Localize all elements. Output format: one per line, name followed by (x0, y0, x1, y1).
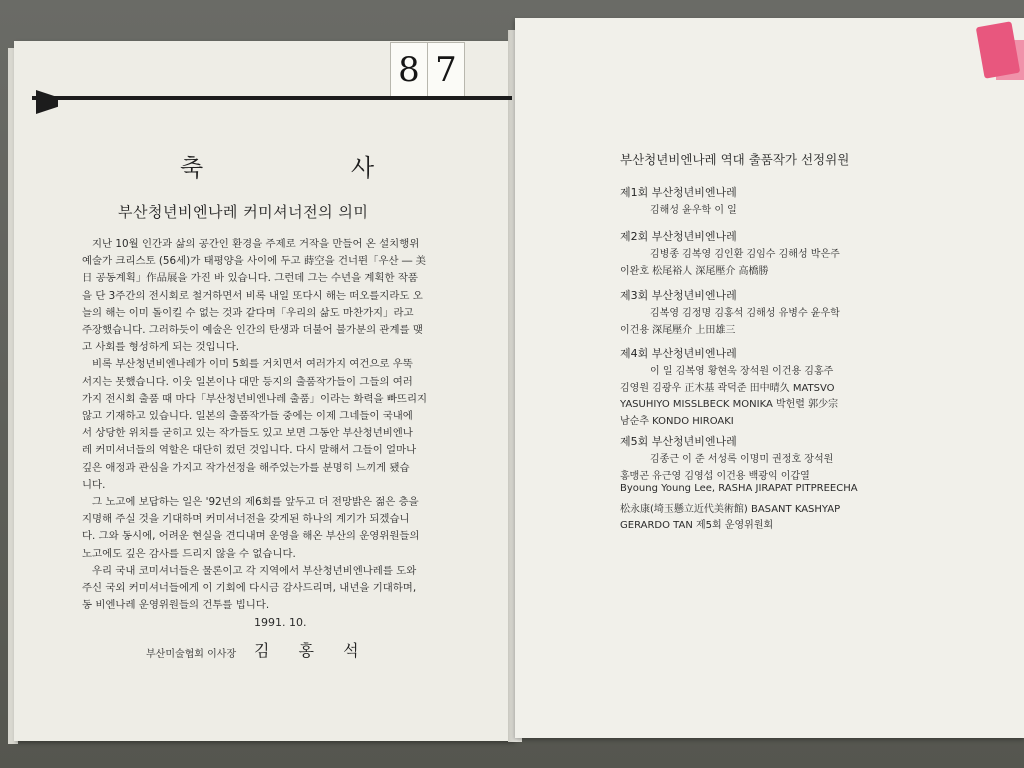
body-text-line: 고 사회를 형성하게 되는 것입니다. (82, 341, 240, 354)
body-text-line: 늘의 해는 이미 돌이킬 수 없는 것과 같다며「우리의 삶도 마찬가지」라고 (82, 306, 414, 319)
committee-member-line: 松永康(埼玉懸立近代美術館) BASANT KASHYAP (620, 503, 841, 515)
body-text-line: 예술가 크리스토 (56세)가 태평양을 사이에 두고 蒔空을 건너뛴「우산 ― 美 (82, 255, 426, 268)
body-text-line: 않고 기재하고 있습니다. 일본의 출품작가들 중에는 이제 그네들이 국내에 (82, 410, 413, 422)
body-text-line: 니다. (82, 478, 106, 491)
body-text-line: 서 상당한 위치를 굳히고 있는 작가들도 있고 보면 그동안 부산청년비엔나 (82, 427, 413, 440)
committee-member-line: 김복영 김정명 김홍석 김해성 유병수 윤우학 (650, 308, 840, 319)
round-heading: 제3회 부산청년비엔나레 (620, 289, 737, 302)
committee-member-line: YASUHIYO MISSLBECK MONIKA 박헌렬 郭少宗 (620, 399, 839, 410)
body-text-line: 그 노고에 보답하는 일은 '92년의 제6회를 앞두고 더 전망밝은 젊은 층을 (92, 496, 419, 508)
header-rule (32, 96, 512, 100)
right-page-title: 부산청년비엔나레 역대 출품작가 선정위원 (620, 152, 850, 167)
body-text-line: 주장했습니다. 그러하듯이 예술은 인간의 탄생과 더불어 불가분의 관계를 맺 (82, 324, 423, 336)
round-heading: 제1회 부산청년비엔나레 (620, 186, 737, 199)
body-text-line: 레 커미셔너들의 역할은 대단히 컸던 것입니다. 다시 말해서 그들이 얼마나 (82, 444, 417, 457)
round-heading: 제4회 부산청년비엔나레 (620, 347, 737, 360)
committee-member-line: 이완호 松尾裕人 深尾壓介 高橋勝 (620, 265, 769, 277)
signature-name: 김 홍 석 (254, 641, 371, 660)
left-page-number: 8 (390, 42, 428, 98)
round-heading: 제5회 부산청년비엔나레 (620, 435, 737, 448)
committee-member-line: 김해성 윤우학 이 일 (650, 205, 737, 216)
body-text-line: 가지 전시회 출품 때 마다「부산청년비엔나레 출품」이라는 화력을 빠뜨리지 (82, 392, 428, 405)
committee-member-line: 이건용 深尾壓介 上田雄三 (620, 324, 736, 336)
body-text-line: 주신 국외 커미셔너들에게 이 기회에 다시금 감사드리며, 내년을 기대하며, (82, 582, 417, 594)
body-text-line: 깊은 애정과 관심을 가지고 작가선정을 해주었는가를 분명히 느끼게 됐습 (82, 461, 410, 474)
body-text-line: 을 단 3주간의 전시회로 철거하면서 비록 내일 또다시 해는 떠오를지라도 오 (82, 289, 423, 302)
committee-member-line: 남순추 KONDO HIROAKI (620, 415, 734, 427)
body-text-line: 노고에도 깊은 감사를 드리지 않을 수 없습니다. (82, 547, 296, 560)
committee-member-line: 홍맹곤 유근영 김영섭 이건용 백광익 이갑열 (620, 470, 810, 482)
left-page-title: 축 사 (180, 154, 444, 182)
committee-member-line: 김영원 김광우 正木基 곽덕준 田中晴久 MATSVO (620, 382, 835, 394)
body-text-line: 지명해 주실 것을 기대하며 커미셔너전을 갖게된 하나의 계기가 되겠습니 (82, 513, 410, 526)
body-text-line: 다. 그와 동시에, 어려운 현실을 견디내며 운영을 해온 부산의 운영위원들의 (82, 530, 420, 543)
signature-organization: 부산미술협회 이사장 (146, 649, 237, 660)
body-text-line: 서지는 못했습니다. 이웃 일본이나 대만 등지의 출품작가들이 그들의 여러 (82, 375, 413, 388)
committee-member-line: 김병종 김복영 김인환 김임수 김해성 박은주 (650, 249, 840, 260)
committee-member-line: 이 일 김복영 황현욱 장석원 이건용 김홍주 (650, 366, 834, 377)
right-page-number: 7 (427, 42, 465, 98)
body-text-line: 비록 부산청년비엔나레가 이미 5회를 거치면서 여러가지 여건으로 우뚝 (92, 358, 413, 371)
body-text-line: 지난 10월 인간과 삶의 공간인 환경을 주제로 거작을 만들어 온 설치행위 (92, 238, 420, 250)
committee-member-line: 김종근 이 준 서성록 이명미 권정호 장석원 (650, 454, 834, 465)
body-text-line: 日 공동계획」作品展을 가진 바 있습니다. 그런데 그는 수년을 계획한 작품 (82, 272, 418, 285)
committee-member-line: Byoung Young Lee, RASHA JIRAPAT PITPREECHA (620, 483, 858, 494)
committee-member-line: GERARDO TAN 제5회 운영위원회 (620, 520, 774, 531)
body-text-line: 우리 국내 코미셔너들은 물론이고 각 지역에서 부산청년비엔나레를 도와 (92, 564, 417, 577)
round-heading: 제2회 부산청년비엔나레 (620, 230, 737, 243)
left-page-subtitle: 부산청년비엔나레 커미셔너전의 의미 (118, 203, 369, 221)
letter-date: 1991. 10. (254, 616, 307, 629)
body-text-line: 동 비엔나레 운영위원들의 건투를 빕니다. (82, 599, 270, 612)
